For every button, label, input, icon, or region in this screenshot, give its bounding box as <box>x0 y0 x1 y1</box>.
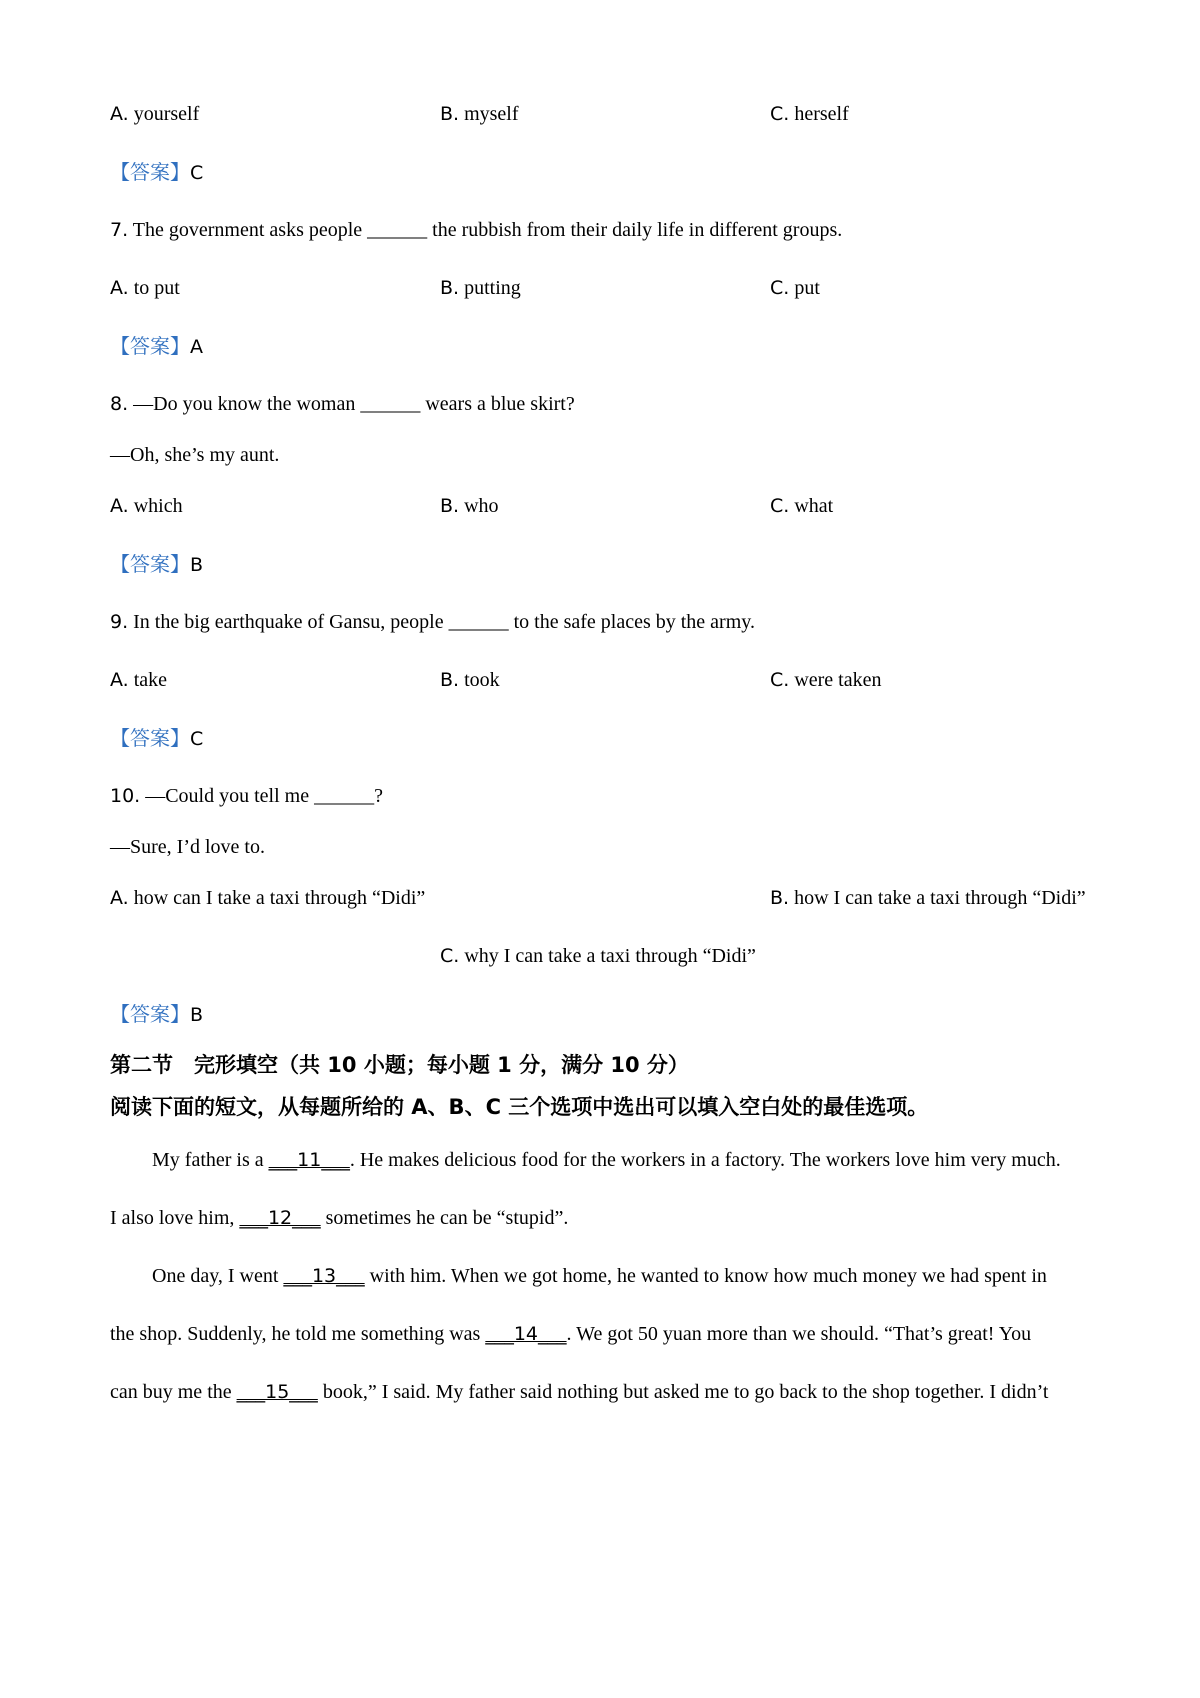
passage-line-4: the shop. Suddenly, he told me something was ___14___. We got 50 yuan more than we should. “That’s great! You <box>110 1323 1032 1345</box>
blank-14: ___14___ <box>485 1323 567 1345</box>
blank-13: ___13___ <box>283 1265 365 1287</box>
q10-answer: 【答案】B <box>110 1002 204 1026</box>
q8-stem: 8. —Do you know the woman ______ wears a blue skirt? <box>110 393 575 415</box>
section2-instruction: 阅读下面的短文，从每题所给的 A、B、C 三个选项中选出可以填入空白处的最佳选项。 <box>110 1095 929 1119</box>
q8-option-b: B. who <box>440 495 499 517</box>
q10-stem: 10. —Could you tell me ______? <box>110 785 383 807</box>
q8-option-a: A. which <box>110 495 183 517</box>
q9-answer: 【答案】C <box>110 726 204 750</box>
q8-stem-reply: —Oh, she’s my aunt. <box>110 444 280 466</box>
q7-answer: 【答案】A <box>110 334 203 358</box>
q7-option-a: A. to put <box>110 277 180 299</box>
q8-answer: 【答案】B <box>110 552 204 576</box>
blank-15: ___15___ <box>236 1381 318 1403</box>
q8-option-c: C. what <box>770 495 834 517</box>
q10-option-c: C. why I can take a taxi through “Didi” <box>440 945 756 967</box>
passage-line-3: One day, I went ___13___ with him. When we got home, he wanted to know how much money we had spent in <box>152 1265 1047 1287</box>
q6-option-c: C. herself <box>770 103 849 125</box>
q7-option-b: B. putting <box>440 277 521 299</box>
q9-option-c: C. were taken <box>770 669 882 691</box>
section2-title: 第二节 完形填空（共 10 小题；每小题 1 分，满分 10 分） <box>110 1053 689 1077</box>
q10-option-a: A. how can I take a taxi through “Didi” <box>110 887 426 909</box>
blank-11: ___11___ <box>268 1149 350 1171</box>
q10-option-b: B. how I can take a taxi through “Didi” <box>770 887 1086 909</box>
q9-stem: 9. In the big earthquake of Gansu, people ______ to the safe places by the army. <box>110 611 755 633</box>
q9-option-a: A. take <box>110 669 168 691</box>
passage-line-2: I also love him, ___12___ sometimes he can be “stupid”. <box>110 1207 569 1229</box>
q6-option-a: A. yourself <box>110 103 200 125</box>
q7-stem: 7. The government asks people ______ the rubbish from their daily life in different groups. <box>110 219 843 241</box>
blank-12: ___12___ <box>239 1207 321 1229</box>
q7-option-c: C. put <box>770 277 820 299</box>
passage-line-5: can buy me the ___15___ book,” I said. My father said nothing but asked me to go back to the shop together. I didn’t <box>110 1381 1049 1403</box>
q10-stem-reply: —Sure, I’d love to. <box>110 836 265 858</box>
q9-option-b: B. took <box>440 669 500 691</box>
q6-option-b: B. myself <box>440 103 519 125</box>
q6-answer: 【答案】C <box>110 160 204 184</box>
passage-line-1: My father is a ___11___. He makes delicious food for the workers in a factory. The workers love him very much. <box>152 1149 1061 1171</box>
